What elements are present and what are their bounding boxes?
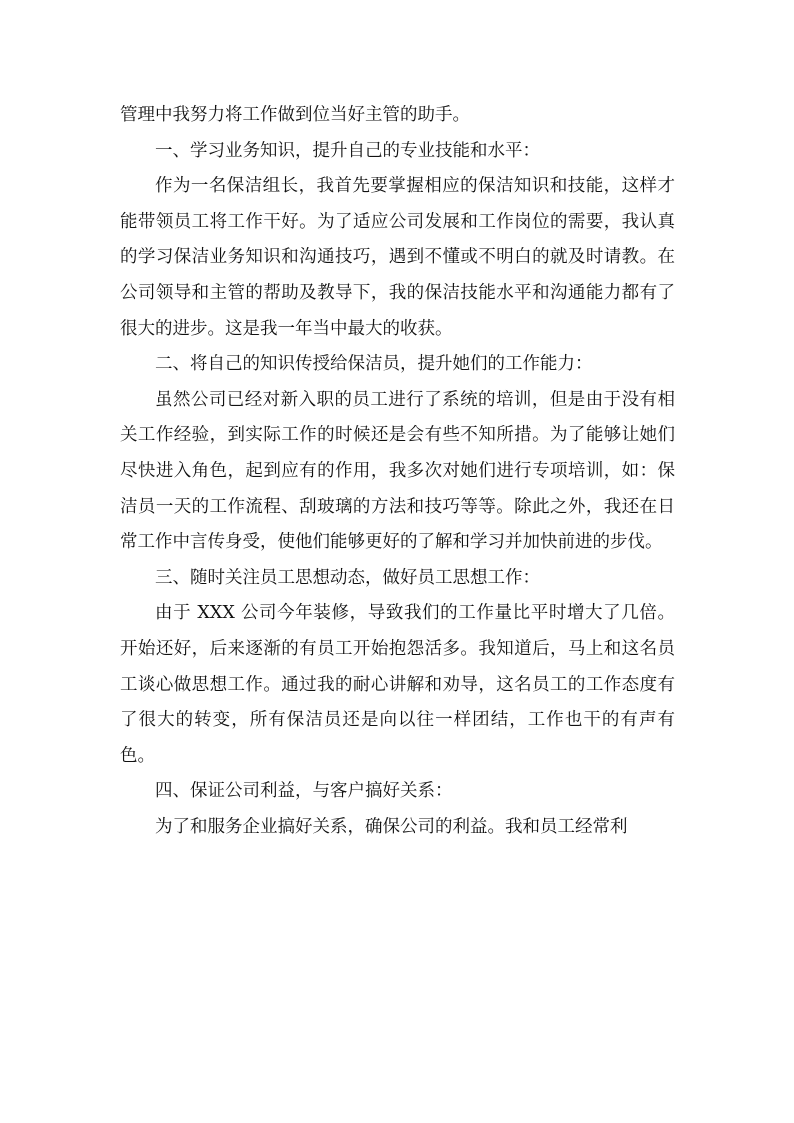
section-heading-1: 一、学习业务知识，提升自己的专业技能和水平： — [155, 140, 540, 161]
paragraph-section-1: 作为一名保洁组长，我首先要掌握相应的保洁知识和技能，这样才能带领员工将工作干好。为了适应公司发展和工作岗位的需要，我认真的学习保洁业务知识和沟通技巧，遇到不懂或不明白的就及时请教。在公司领导和主管的帮助及教导下，我的保洁技能水平和沟通能力都有了很大的进步。这是我一年当中最大的收获。 — [120, 176, 675, 339]
section-heading-4: 四、保证公司利益，与客户搞好关系： — [155, 781, 453, 802]
paragraph-section-4: 为了和服务企业搞好关系，确保公司的利益。我和员工经常利 — [155, 816, 628, 837]
document-body — [120, 98, 675, 845]
section-heading-3: 三、随时关注员工思想动态，做好员工思想工作： — [155, 567, 540, 588]
section-heading-2: 二、将自己的知识传授给保洁员，提升她们的工作能力： — [155, 354, 593, 375]
paragraph-section-2: 虽然公司已经对新入职的员工进行了系统的培训，但是由于没有相关工作经验，到实际工作的时候还是会有些不知所措。为了能够让她们尽快进入角色，起到应有的作用，我多次对她们进行专项培训，如：保洁员一天的工作流程、刮玻璃的方法和技巧等等。除此之外，我还在日常工作中言传身受，使他们能够更好的了解和学习并加快前进的步伐。 — [120, 389, 675, 553]
paragraph-section-3: 由于 XXX 公司今年装修，导致我们的工作量比平时增大了几倍。开始还好，后来逐渐的有员工开始抱怨活多。我知道后，马上和这名员工谈心做思想工作。通过我的耐心讲解和劝导，这名员工的工作态度有了很大的转变，所有保洁员还是向以往一样团结，工作也干的有声有色。 — [120, 603, 675, 766]
paragraph-continuation: 管理中我努力将工作做到位当好主管的助手。 — [120, 105, 470, 125]
